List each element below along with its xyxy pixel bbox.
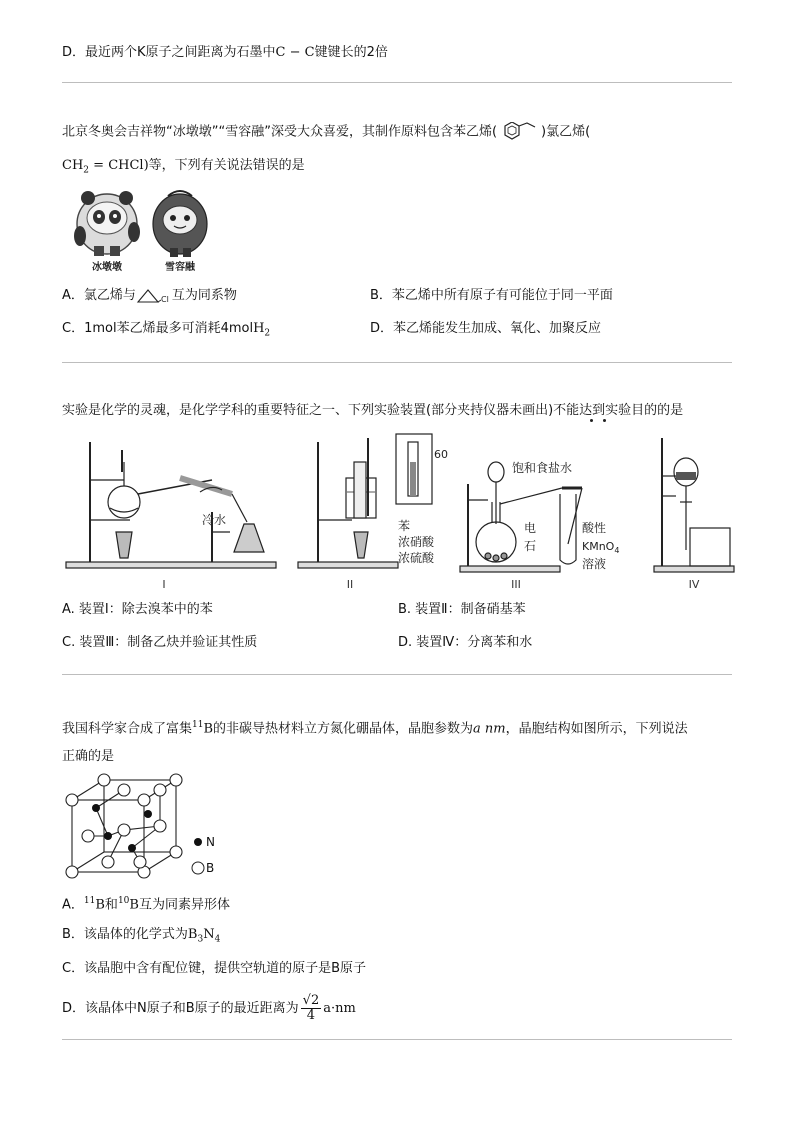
legend-b-dot-icon bbox=[192, 862, 204, 874]
lattice-parameter: a nm bbox=[473, 721, 506, 737]
emphasis-dot bbox=[590, 419, 593, 422]
apparatus-2-label: II bbox=[346, 578, 354, 591]
divider bbox=[62, 82, 732, 83]
q3-option-c[interactable]: C．该晶胞中含有配位键，提供空轨道的原子是B原子 bbox=[62, 961, 366, 976]
fraction: $\frac{√2}{4}$ bbox=[302, 993, 320, 1023]
brine-label: 饱和食盐水 bbox=[512, 461, 573, 475]
q1-stem-line1: 北京冬奥会吉祥物“冰墩墩”“雪容融”深受大众喜爱，其制作原料包含苯乙烯( )氯乙烯( bbox=[62, 122, 590, 142]
nitric-acid-label: 浓硝酸 bbox=[398, 535, 435, 549]
q1-stem-line2: $CH_2$ = CHCl)等，下列有关说法错误的是 bbox=[62, 158, 305, 176]
chloro-cyclopropane-icon bbox=[136, 288, 172, 304]
apparatus-4-separatory-funnel-icon bbox=[654, 438, 734, 572]
acidic-label: 酸性 bbox=[582, 521, 607, 535]
legend-b-label: B bbox=[206, 861, 215, 875]
q2-option-c[interactable]: C. 装置Ⅲ：制备乙炔并验证其性质 bbox=[62, 635, 258, 650]
mascot-right-label: 雪容融 bbox=[165, 262, 195, 273]
benzene-label: 苯 bbox=[398, 519, 411, 533]
q0-option-d: D．最近两个K原子之间距离为石墨中C − C键键长的2倍 bbox=[62, 45, 388, 60]
q1-option-a[interactable]: A．氯乙烯与 Cl 互为同系物 bbox=[62, 288, 237, 304]
apparatus-1-label: I bbox=[162, 578, 166, 591]
sulfuric-acid-label: 浓硫酸 bbox=[398, 551, 435, 565]
q2-stem: 实验是化学的灵魂，是化学学科的重要特征之一、下列实验装置(部分夹持仪器未画出)不能达到实验目的的是 bbox=[62, 403, 684, 418]
q1-option-d[interactable]: D．苯乙烯能发生加成、氧化、加聚反应 bbox=[370, 321, 602, 336]
legend-n-dot-icon bbox=[194, 838, 202, 846]
carbide-label-2: 石 bbox=[524, 539, 537, 553]
divider bbox=[62, 362, 732, 363]
mascot-figure bbox=[70, 184, 220, 276]
q2-option-d[interactable]: D. 装置Ⅳ：分离苯和水 bbox=[398, 635, 533, 650]
apparatus-figure bbox=[62, 432, 737, 594]
apparatus-3-label: III bbox=[511, 578, 521, 591]
q1-option-c[interactable]: C．1mol苯乙烯最多可消耗4molH$_2$ bbox=[62, 321, 271, 339]
solution-label: 溶液 bbox=[582, 557, 607, 571]
cold-water-label: 冷水 bbox=[202, 513, 227, 527]
legend-n-label: N bbox=[206, 835, 215, 849]
apparatus-3-acetylene-icon bbox=[460, 462, 582, 572]
apparatus-1-distillation-icon bbox=[66, 442, 276, 568]
crystal-cell-figure bbox=[62, 772, 232, 884]
svg-text:Cl: Cl bbox=[160, 294, 169, 304]
thermometer-label: 60 bbox=[434, 448, 448, 461]
carbide-label-1: 电 bbox=[524, 521, 537, 535]
q1-option-b[interactable]: B．苯乙烯中所有原子有可能位于同一平面 bbox=[370, 288, 613, 303]
q3-stem-line2: 正确的是 bbox=[62, 749, 115, 764]
q3-option-d[interactable]: D．该晶体中N原子和B原子的最近距离为 $\frac{√2}{4}$ a·nm bbox=[62, 993, 356, 1023]
cc-bond: C − C bbox=[275, 45, 315, 60]
boron-atoms bbox=[66, 774, 182, 878]
emphasis-dot bbox=[603, 419, 606, 422]
q3-stem-line1: 我国科学家合成了富集$^{11}$B的非碳导热材料立方氮化硼晶体，晶胞参数为a nm，晶胞结构如图所示，下列说法 bbox=[62, 720, 688, 737]
q3-option-b[interactable]: B．该晶体的化学式为$B_3N_4$ bbox=[62, 927, 221, 945]
apparatus-4-label: IV bbox=[688, 578, 700, 591]
q2-option-a[interactable]: A. 装置Ⅰ：除去溴苯中的苯 bbox=[62, 602, 213, 617]
q3-option-a[interactable]: A．$^{11}$B和$^{10}$B互为同素异形体 bbox=[62, 896, 230, 913]
divider bbox=[62, 674, 732, 675]
q2-option-b[interactable]: B. 装置Ⅱ：制备硝基苯 bbox=[398, 602, 526, 617]
bing-dwen-dwen-icon bbox=[74, 191, 140, 256]
mascot-left-label: 冰墩墩 bbox=[92, 262, 122, 273]
shuey-rhon-rhon-icon bbox=[153, 191, 207, 257]
styrene-structure-icon bbox=[497, 122, 541, 142]
divider bbox=[62, 1039, 732, 1040]
kmno4-label: KMnO$_4$ bbox=[582, 540, 620, 555]
